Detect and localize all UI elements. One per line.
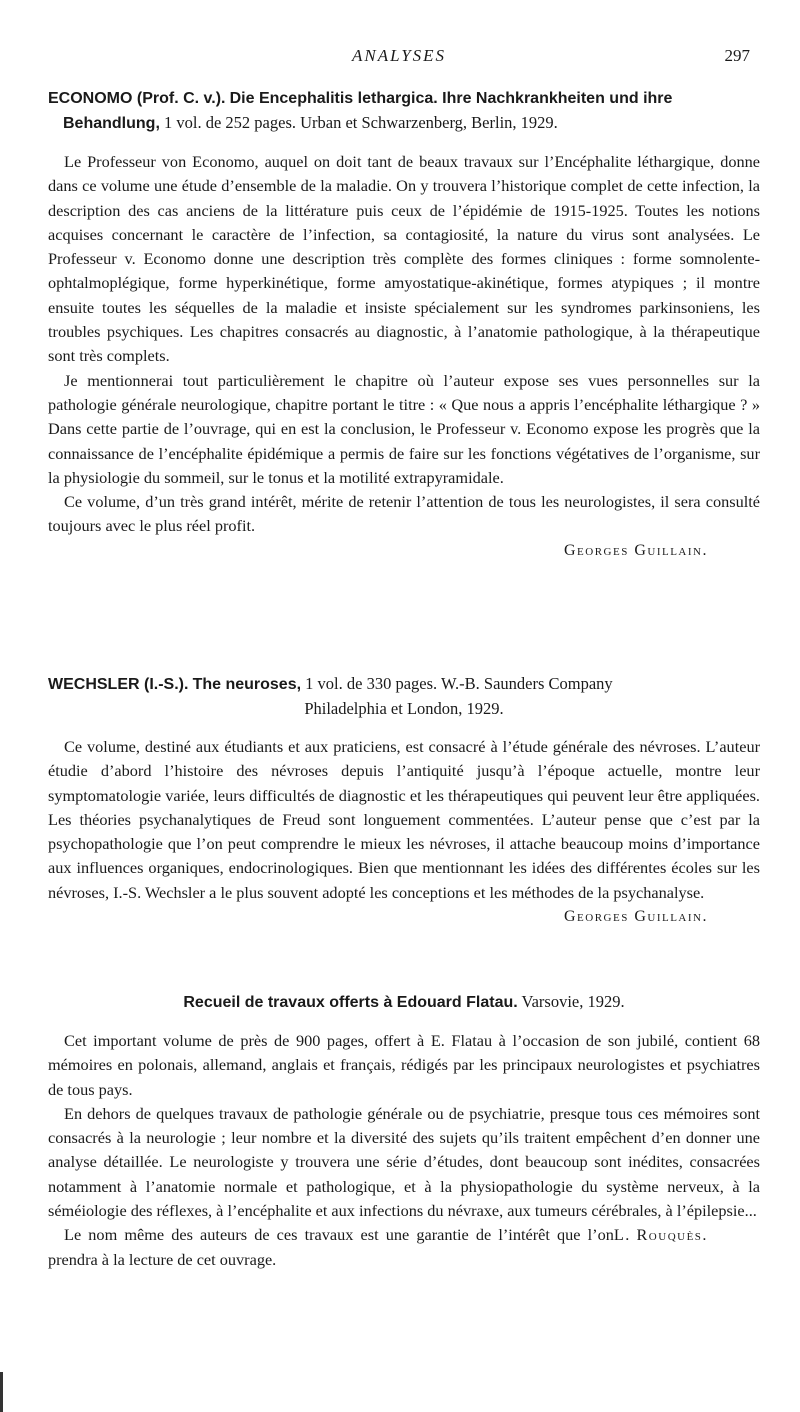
review-paragraph: Ce volume, destiné aux étudiants et aux praticiens, est consacré à l’étude générale des névroses. L’auteur étudie d’abord l’histoire des névroses depuis l’antiquité jusqu’à l’époque actuelle, montre leur symptomatologie variée, leurs difficultés de diagnostic et les thérapeutiques qui peuvent leur être appliquées. Les théories psychanalytiques de Freud sont longuement commentées. L’auteur pense que c’est par la psychopathologie que l’on peut comprendre le mieux les névroses, il attache beaucoup moins d’importance aux influences organiques, endocrinologiques. Bien que mentionnant les idées des différentes écoles sur les névroses, I.-S. Wechsler a le plus souvent adopté les conceptions et les méthodes de la psychanalyse.	[48, 737, 760, 902]
review-heading	[48, 990, 760, 1015]
review-paragraph: Cet important volume de près de 900 pages, offert à E. Flatau à l’occasion de son jubilé, contient 68 mémoires en polonais, allemand, anglais et français, rédigés par les principaux neurologistes et psychiatres de tous pays.	[48, 1031, 760, 1099]
review-title: Recueil de travaux offerts à Edouard Flatau.	[183, 994, 518, 1011]
review-paragraph: Je mentionnerai tout particulièrement le chapitre où l’auteur expose ses vues personnelles sur la pathologie générale neurologique, chapitre portant le titre : « Que nous a appris l’encéphalite léthargique ? » Dans cette partie de l’ouvrage, qui en est la conclusion, le Professeur v. Economo expose les progrès que la connaissance de l’encéphalite épidémique a permis de faire sur les fonctions végétatives de l’organisme, sur la physiologie du sommeil, sur le tonus et la motilité extrapyramidale.	[48, 370, 760, 487]
review-publication: 1 vol. de 330 pages. W.-B. Saunders Company	[305, 674, 613, 693]
review-paragraph	[48, 1223, 760, 1272]
review-heading	[48, 86, 760, 136]
review-publication: 1 vol. de 252 pages. Urban et Schwarzenberg, Berlin, 1929.	[164, 113, 558, 132]
review-economo	[48, 86, 760, 563]
review-publication-line2: Philadelphia et London, 1929.	[304, 699, 504, 718]
review-signature: Georges Guillain.	[564, 908, 708, 926]
review-title: The neuroses,	[192, 676, 302, 693]
review-signature: L. Rouquès.	[613, 1225, 708, 1245]
review-paragraph-text: Le nom même des auteurs de ces travaux est une garantie de l’intérêt que l’on prendra à la lecture de cet ouvrage.	[48, 1225, 614, 1269]
review-paragraph: Ce volume, d’un très grand intérêt, mérite de retenir l’attention de tous les neurologistes, il sera consulté toujours avec le plus réel profit.	[48, 492, 760, 536]
review-author: WECHSLER (I.-S.).	[48, 676, 189, 693]
running-title: ANALYSES	[351, 46, 447, 65]
review-paragraph: En dehors de quelques travaux de pathologie générale ou de psychiatrie, presque tous ces mémoires sont consacrés à la neurologie ; leur nombre et la diversité des sujets qu’ils traitent empêchent d’en donner une analyse détaillée. Le neurologiste y trouvera une série d’études, dont beaucoup sont inédites, consacrées notamment à l’anatomie normale et pathologique, et à la physiopathologie du système nerveux, à la séméiologie des réflexes, à l’encéphalite et aux infections du névraxe, aux tumeurs cérébrales, à l’épilepsie...	[48, 1103, 760, 1221]
page-number: 297	[724, 46, 750, 65]
review-author: ECONOMO (Prof. C. v.).	[48, 90, 226, 107]
running-head	[48, 46, 750, 72]
review-signature: Georges Guillain.	[564, 541, 708, 559]
review-flatau	[48, 990, 760, 1272]
scan-edge-mark	[0, 1372, 10, 1412]
review-title: Die Encephalitis lethargica. Ihre Nachkrankheiten und ihre Behandlung,	[63, 90, 673, 132]
review-paragraph: Le Professeur von Economo, auquel on doit tant de beaux travaux sur l’Encéphalite léthargique, donne dans ce volume une étude d’ensemble de la maladie. On y trouvera l’historique complet de cette infection, la description des cas anciens de la littérature puis ceux de l’épidémie de 1915-1925. Toutes les notions acquises concernant le caractère de l’infection, sa contagiosité, la nature du virus sont analysées. Le Professeur v. Economo donne une description très complète des formes cliniques : forme somnolente-ophtalmoplégique, forme hyperkinétique, forme amyostatique-akinétique, formes atypiques ; il montre ensuite toutes les séquelles de la maladie et insiste spécialement sur les syndromes parkinsoniens, les troubles psychiques. Les chapitres consacrés au diagnostic, à l’anatomie pathologique, à la thérapeutique sont très complets.	[48, 152, 760, 366]
review-publication: Varsovie, 1929.	[521, 992, 625, 1011]
review-wechsler	[48, 672, 760, 929]
review-heading	[48, 672, 760, 721]
